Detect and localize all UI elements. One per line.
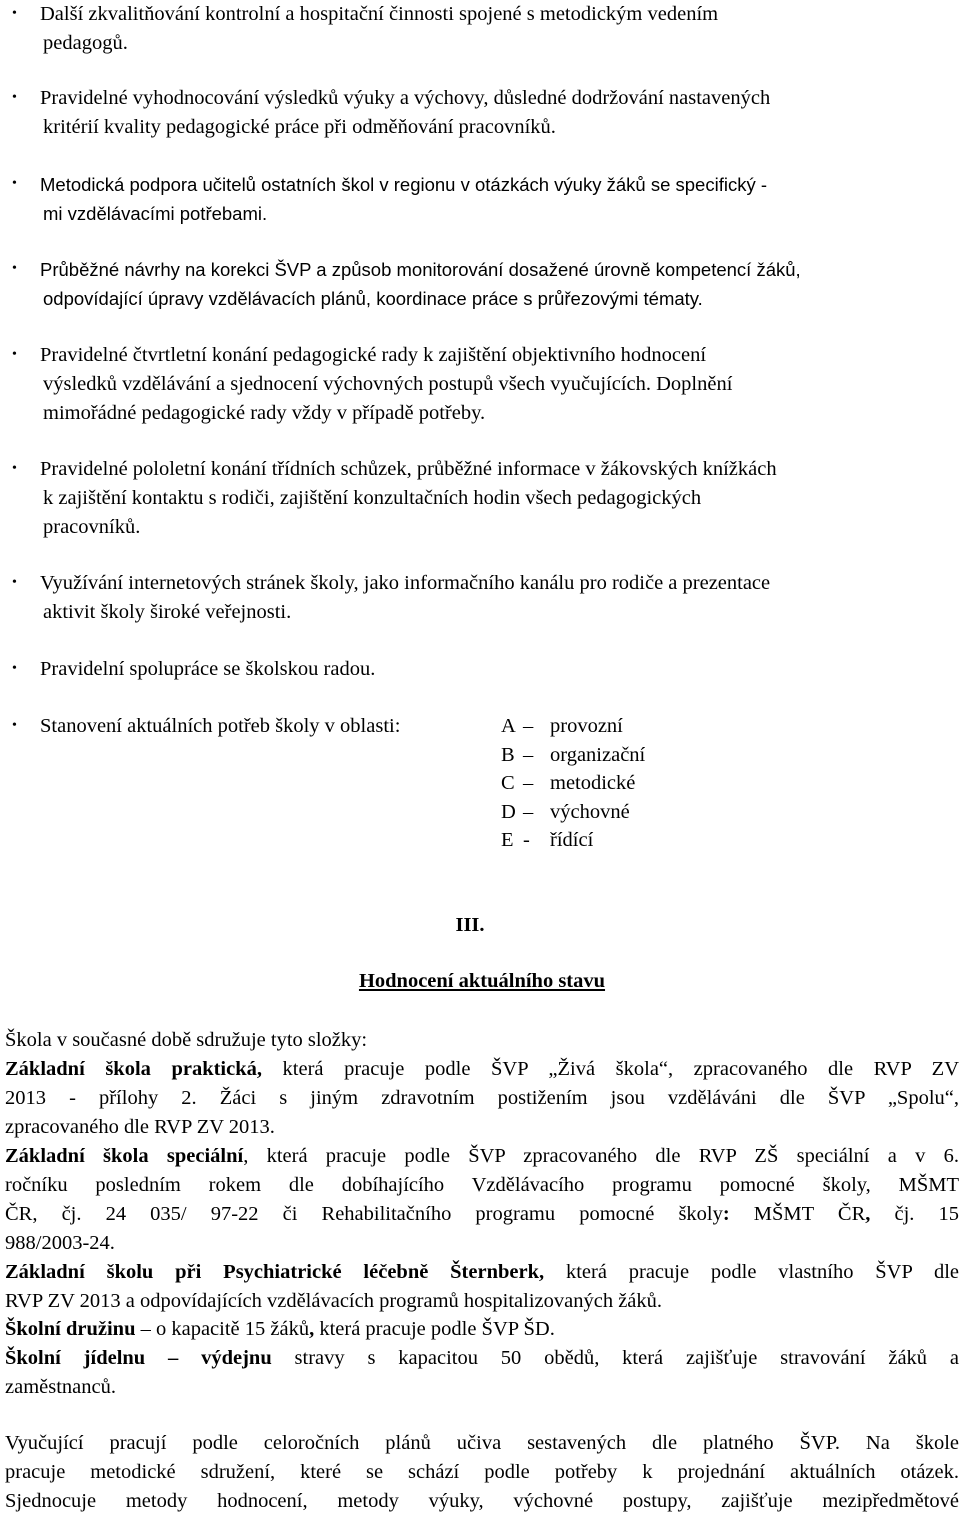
list-item-line: odpovídající úpravy vzdělávacích plánů, koordinace práce s průřezovými tématy.: [43, 288, 703, 309]
bold-term: Základní škola praktická,: [5, 1058, 262, 1080]
list-item-text: [40, 341, 940, 428]
list-item-line: Pravidelné pololetní konání třídních schůzek, průběžné informace v žákovských knížkách: [40, 458, 777, 480]
needs-item-name: provozní: [550, 715, 623, 737]
list-item-line: Průběžné návrhy na korekci ŠVP a způsob monitorování dosažené úrovně kompetencí žáků,: [40, 259, 801, 280]
list-item-line: pracovníků.: [43, 516, 141, 538]
body-line: [5, 1315, 959, 1344]
bullet-icon: •: [12, 575, 17, 590]
body-line: 2013 - přílohy 2. Žáci s jiným zdravotním postižením jsou vzděláváni dle ŠVP „Spolu“,: [5, 1087, 959, 1109]
bullet-icon: •: [12, 6, 17, 21]
list-item-line: mi vzdělávacími potřebami.: [43, 203, 268, 224]
needs-label: Stanovení aktuálních potřeb školy v oblasti:: [40, 715, 401, 737]
bold-term: Základní škola speciální: [5, 1145, 244, 1167]
body-line: Sjednocuje metody hodnocení, metody výuky, výchovné postupy, zajišťuje mezipředmětové: [5, 1490, 959, 1512]
needs-item-letter: C: [501, 772, 515, 794]
body-text-span: stravy s kapacitou 50 obědů, která zajišťuje stravování žáků a: [271, 1347, 959, 1369]
list-item-line: Pravidelní spolupráce se školskou radou.: [40, 658, 376, 680]
body-line: [5, 1055, 959, 1084]
body-line: [5, 1258, 959, 1287]
bullet-icon: •: [12, 661, 17, 676]
list-item-text: [40, 655, 940, 684]
list-item-line: pedagogů.: [43, 32, 128, 54]
body-line: Vyučující pracují podle celoročních plánů učiva sestavených dle platného ŠVP. Na škole: [5, 1432, 959, 1454]
bold-term: ,: [865, 1203, 871, 1225]
body-line: [5, 1142, 959, 1171]
needs-list: [501, 712, 645, 855]
paragraph-jídelna: [5, 1344, 959, 1402]
bullet-icon: •: [12, 461, 17, 476]
needs-item: [501, 798, 645, 827]
body-line: pracuje metodické sdružení, které se schází podle potřeby k projednání aktuálních otázek.: [5, 1461, 959, 1483]
needs-item-letter: D: [501, 800, 516, 823]
section-title: Hodnocení aktuálního stavu: [358, 970, 606, 992]
bold-term: Školní družinu: [5, 1318, 136, 1340]
needs-item-name: výchovné: [550, 800, 630, 823]
body-text-span: která pracuje podle ŠVP ŠD.: [314, 1318, 555, 1340]
list-item-line: k zajištění kontaktu s rodiči, zajištění konzultačních hodin všech pedagogických: [43, 487, 702, 509]
bold-term: Základní školu při Psychiatrické léčebně Šternberk,: [5, 1261, 545, 1283]
bullet-icon: •: [12, 718, 17, 733]
bold-term: ,: [309, 1318, 315, 1340]
needs-item-name: metodické: [550, 772, 636, 794]
section-number: III.: [455, 914, 485, 936]
needs-item-letter: B: [501, 743, 515, 766]
paragraph-družina: [5, 1315, 959, 1344]
bullet-icon: •: [12, 90, 17, 105]
paragraph-psychiatrická: [5, 1258, 959, 1316]
body-line: 988/2003-24.: [5, 1232, 115, 1254]
needs-item: [501, 826, 645, 855]
list-item-line: výsledků vzdělávání a sjednocení výchovných postupů všech vyučujících. Doplnění: [43, 373, 733, 395]
needs-item-name: řídící: [550, 829, 594, 851]
needs-item-dash: -: [523, 829, 530, 851]
needs-item-dash: –: [523, 743, 534, 766]
list-item-text: [40, 569, 940, 627]
body-text-span: která pracuje podle ŠVP „Živá škola“, zpracovaného dle RVP ZV: [262, 1058, 960, 1080]
bullet-icon: •: [12, 261, 17, 276]
list-item-line: Využívání internetových stránek školy, jako informačního kanálu pro rodiče a prezentace: [40, 572, 771, 594]
list-item-line: mimořádné pedagogické rady vždy v případě potřeby.: [43, 402, 486, 424]
bullet-icon: •: [12, 176, 17, 191]
body-line: RVP ZV 2013 a odpovídajících vzdělávacích programů hospitalizovaných žáků.: [5, 1290, 663, 1312]
body-intro: [5, 1026, 959, 1055]
list-item-line: Další zkvalitňování kontrolní a hospitační činnosti spojené s metodickým vedením: [40, 3, 719, 25]
list-item-text: [40, 255, 940, 313]
list-item-line: aktivit školy široké veřejnosti.: [43, 601, 292, 623]
needs-item-dash: –: [523, 800, 534, 823]
list-item-line: Pravidelné čtvrtletní konání pedagogické rady k zajištění objektivního hodnocení: [40, 344, 707, 366]
body-line: Škola v současné době sdružuje tyto složky:: [5, 1029, 368, 1051]
needs-item-letter: E: [501, 829, 514, 851]
list-item-line: Metodická podpora učitelů ostatních škol v regionu v otázkách výuky žáků se specifický -: [40, 174, 767, 195]
list-item-text: [40, 455, 940, 542]
body-text-span: čj. 15: [870, 1203, 959, 1225]
needs-item: [501, 741, 645, 770]
bullet-icon: •: [12, 347, 17, 362]
needs-item: [501, 712, 645, 741]
list-item-text: [40, 170, 940, 228]
body-line: ročníku posledním rokem dle dobíhajícího Vzdělávacího programu pomocné školy, MŠMT: [5, 1174, 959, 1196]
list-item-line: Pravidelné vyhodnocování výsledků výuky a výchovy, důsledné dodržování nastavených: [40, 87, 771, 109]
body-text-span: ČR, čj. 24 035/ 97-22 či Rehabilitačního programu pomocné školy: [5, 1203, 723, 1225]
body-text-span: , která pracuje podle ŠVP zpracovaného dle RVP ZŠ speciální a v 6.: [243, 1145, 959, 1167]
bold-term: :: [722, 1203, 730, 1225]
needs-item: [501, 769, 645, 798]
list-item-line: kritérií kvality pedagogické práce při odměňování pracovníků.: [43, 116, 556, 138]
list-item-text: [40, 84, 940, 142]
body-line: zaměstnanců.: [5, 1376, 116, 1398]
needs-item-dash: –: [523, 715, 534, 737]
needs-item-name: organizační: [550, 743, 646, 766]
body-line: [5, 1344, 959, 1373]
body-line: zpracovaného dle RVP ZV 2013.: [5, 1116, 275, 1138]
paragraph-speciální: [5, 1142, 959, 1258]
needs-item-dash: –: [523, 772, 534, 794]
needs-item-letter: A: [501, 715, 516, 737]
body-text-span: která pracuje podle vlastního ŠVP dle: [544, 1261, 960, 1283]
paragraph-vyučující: [5, 1429, 959, 1516]
list-item-text: [40, 0, 940, 58]
body-text-span: MŠMT ČR: [729, 1203, 866, 1225]
body-line: [5, 1200, 959, 1229]
paragraph-praktická: [5, 1055, 959, 1142]
body-text-span: – o kapacitě 15 žáků: [135, 1318, 310, 1340]
bold-term: Školní jídelnu – výdejnu: [5, 1347, 272, 1369]
